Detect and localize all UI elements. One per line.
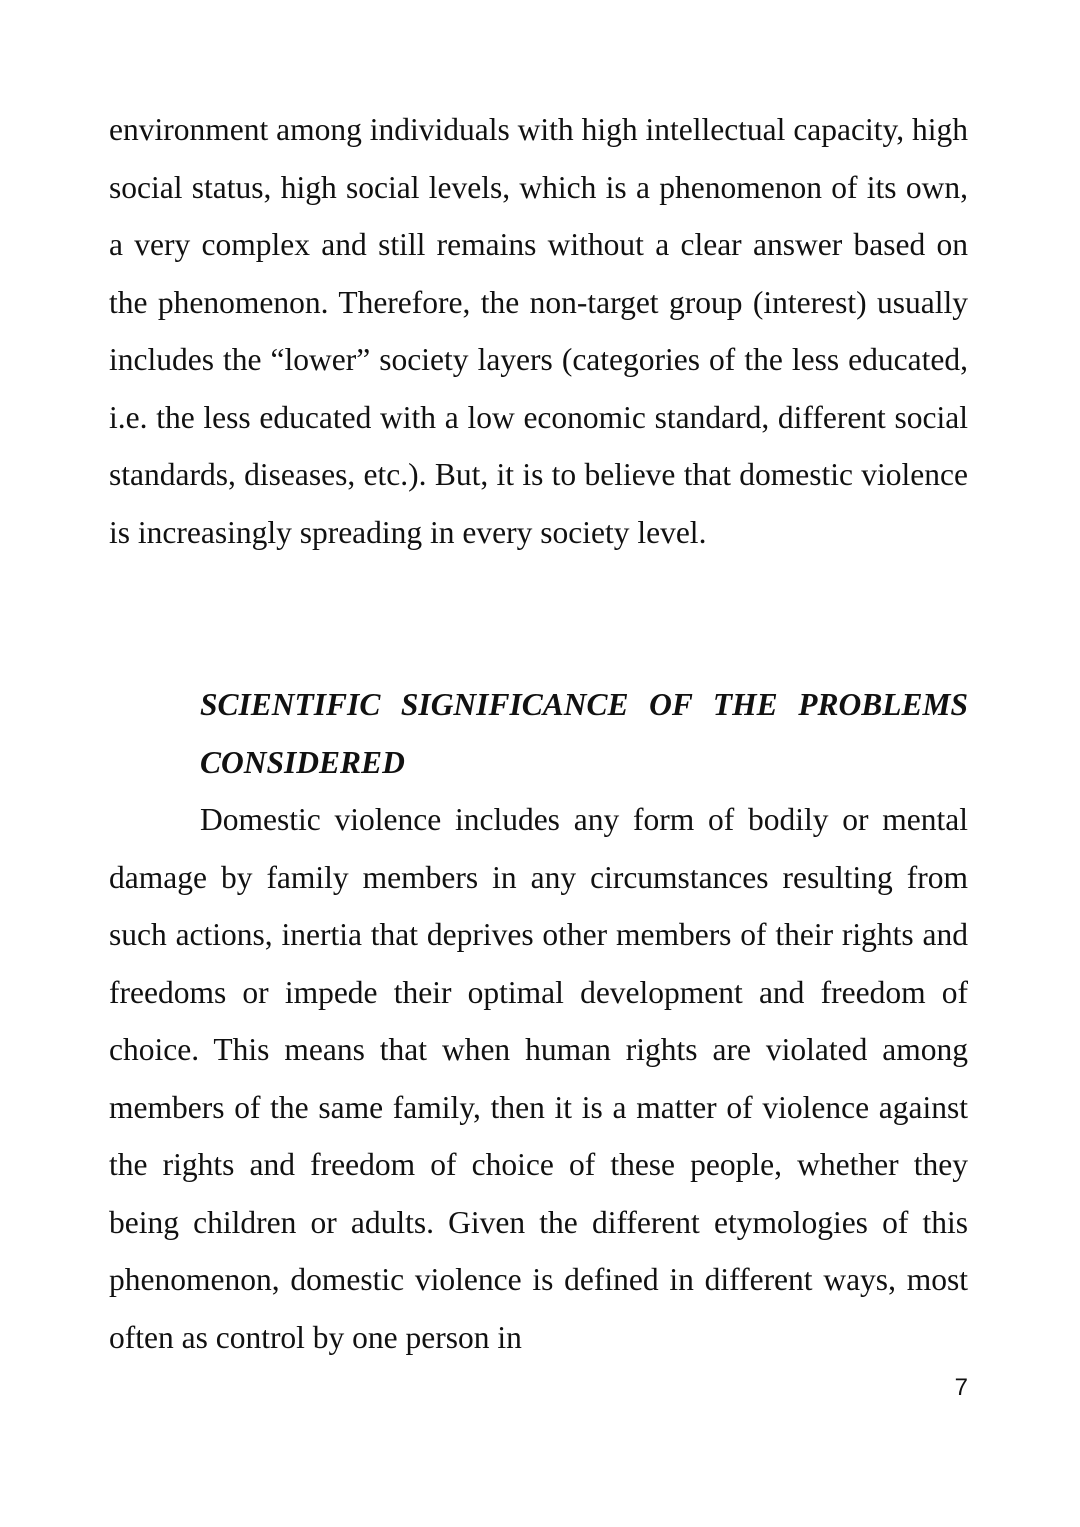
paragraph-domestic-violence: Domestic violence includes any form of bodily or mental damage by family members in any circumstances resulting from such actions, inertia that deprives other members of their rights and freedoms or impede their optimal development and freedom of choice. This means that when human rights are violated among members of the same family, then it is a matter of violence against the rights and freedom of choice of these people, whether they being children or adults. Given the different etymologies of this phenomenon, domestic violence is defined in different ways, most often as control by one person in: [109, 802, 968, 1355]
section-heading: SCIENTIFIC SIGNIFICANCE OF THE PROBLEMS CONSIDERED: [200, 687, 968, 780]
page-number: 7: [954, 1374, 968, 1401]
paragraph-continued: environment among individuals with high intellectual capacity, high social status, high social levels, which is a phenomenon of its own, a very complex and still remains without a clear answer based on the phenomenon. Therefore, the non-target group (interest) usually includes the “lower” society layers (categories of the less educated, i.e. the less educated with a low economic standard, different social standards, diseases, etc.). But, it is to believe that domestic violence is increasingly spreading in every society level.: [109, 112, 968, 550]
